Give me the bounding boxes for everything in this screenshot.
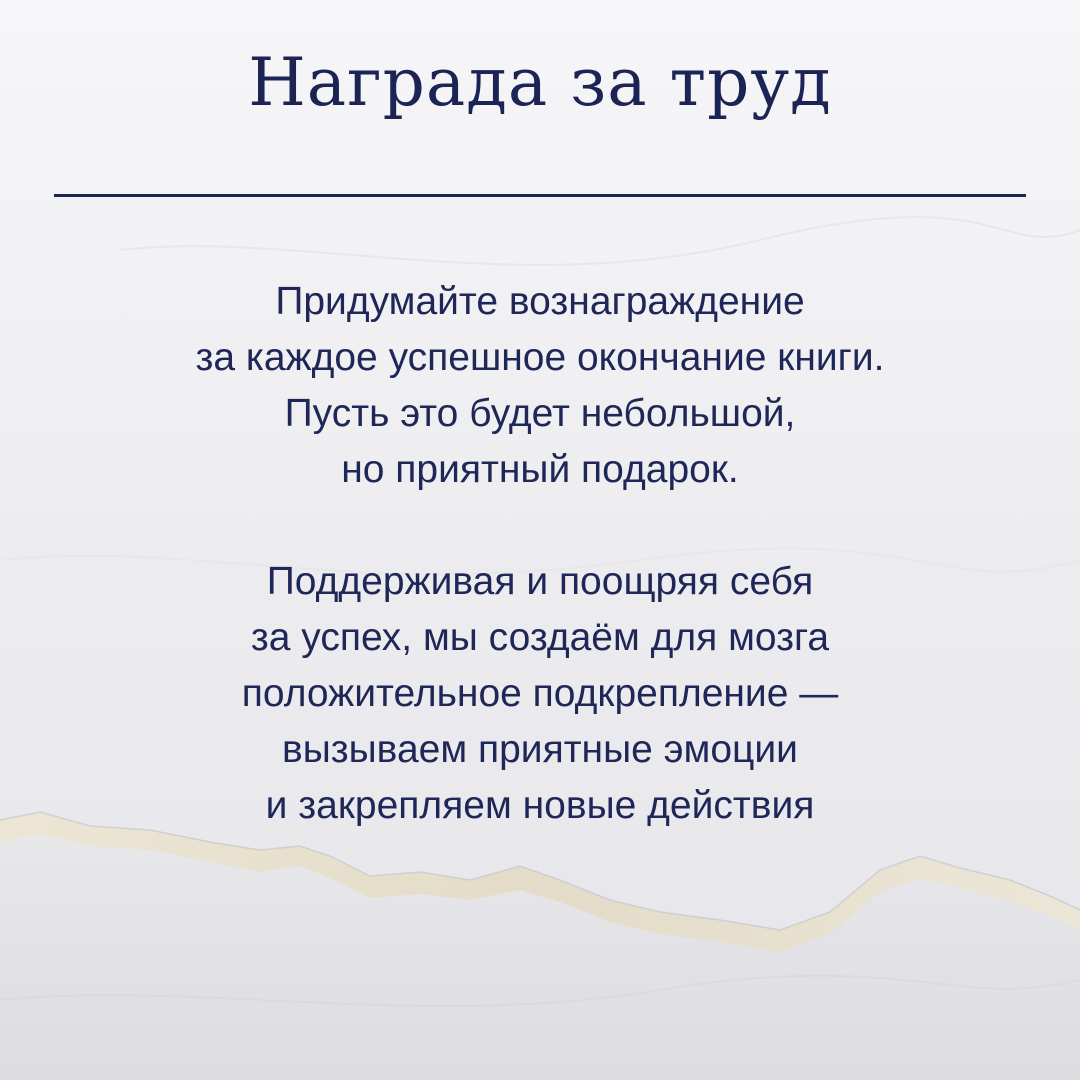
page-title: Награда за труд (248, 44, 832, 121)
text-line: Поддерживая и поощряя себя (266, 560, 814, 603)
paragraph-reward (40, 274, 1040, 498)
text-line: Придумайте вознаграждение (275, 280, 805, 323)
text-line: за успех, мы создаём для мозга (250, 616, 830, 659)
title-divider (54, 194, 1026, 197)
text-line: Пусть это будет небольшой, (284, 392, 796, 435)
text-line: за каждое успешное окончание книги. (195, 336, 885, 379)
text-line: вызываем приятные эмоции (282, 728, 798, 771)
paragraph-reinforcement (40, 554, 1040, 834)
text-line: и закрепляем новые действия (265, 784, 815, 827)
text-line: но приятный подарок. (341, 448, 739, 491)
text-line: положительное подкрепление — (241, 672, 839, 715)
